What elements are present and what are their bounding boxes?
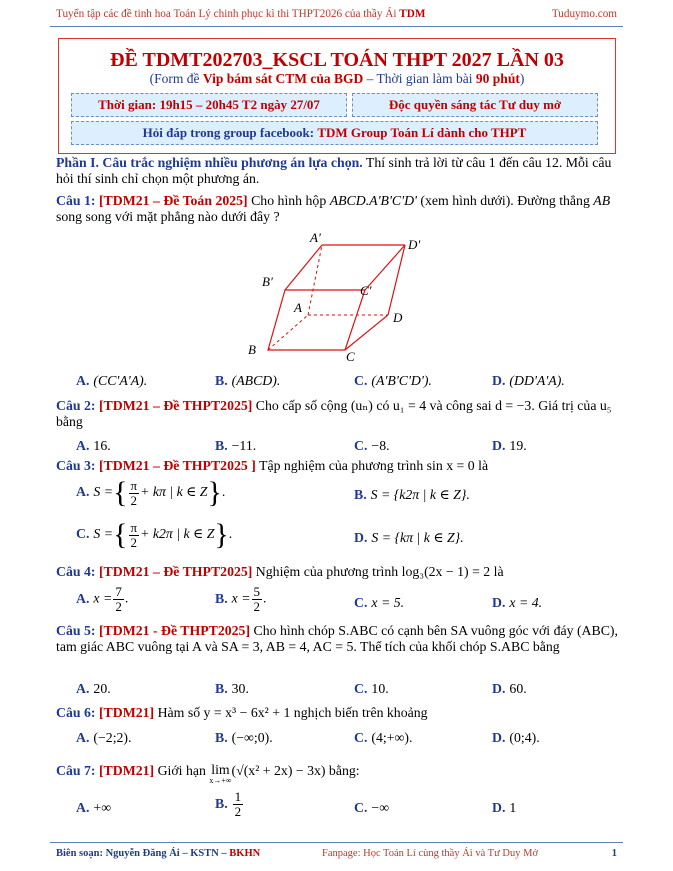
option-text: (DD'A'A).: [509, 373, 565, 388]
page-footer: [50, 848, 623, 862]
title-box: [58, 38, 616, 154]
option-text: −11.: [231, 438, 257, 453]
fraction: [129, 521, 140, 550]
question-3: [56, 458, 618, 474]
option-text: 16.: [93, 438, 111, 453]
question-6: [56, 705, 618, 721]
q7-option-c[interactable]: [354, 800, 389, 816]
q6-option-a[interactable]: [76, 730, 131, 746]
q1-option-b[interactable]: [215, 373, 280, 389]
option-label: A.: [76, 681, 90, 696]
question-5: [56, 623, 618, 655]
option-text: (CC'A'A).: [93, 373, 148, 388]
q1-source: [TDM21 – Đề Toán 2025]: [98, 193, 248, 208]
q1-option-c[interactable]: [354, 373, 432, 389]
q2-option-b[interactable]: [215, 438, 256, 454]
option-label: C.: [354, 373, 368, 388]
option-text: 30.: [231, 681, 249, 696]
header-brand: TDM: [399, 8, 426, 20]
q4-label: Câu 4:: [56, 564, 96, 579]
option-pre: x =: [93, 590, 113, 606]
frac-den: 2: [234, 804, 242, 819]
option-label: D.: [492, 800, 506, 815]
left-brace: {: [113, 476, 128, 509]
q3-label: Câu 3:: [56, 458, 96, 473]
exam-subtitle: [59, 71, 615, 87]
option-post: + k2π | k ∈ Z: [140, 526, 215, 542]
q6-text: Hàm số y = x³ − 6x² + 1 nghịch biến trên khoảng: [154, 705, 428, 720]
option-label: D.: [492, 438, 506, 453]
cube-figure: [240, 230, 430, 365]
option-text: (A'B'C'D').: [371, 373, 432, 388]
option-label: A.: [76, 373, 90, 388]
q6-label: Câu 6:: [56, 705, 96, 720]
qa-group[interactable]: TDM Group Toán Lí dành cho THPT: [317, 125, 527, 140]
frac-num: 5: [253, 584, 261, 599]
footer-fanpage[interactable]: Fanpage: Học Toán Lí cùng thầy Ái và Tư Duy Mở: [322, 848, 538, 859]
option-text: 10.: [371, 681, 389, 696]
vertex-a1: A': [310, 230, 321, 245]
q4-option-c[interactable]: [354, 595, 404, 611]
header-divider: [50, 26, 623, 27]
qa-box: [71, 121, 598, 145]
q3-option-a[interactable]: A. S ={ $\frac{\pi}{2}$ + kπ | k ∈ Z}.: [76, 476, 226, 509]
option-label: C.: [354, 730, 368, 745]
option-label: B.: [215, 730, 228, 745]
right-brace: }: [207, 476, 222, 509]
option-text: 60.: [509, 681, 527, 696]
option-label: B.: [215, 373, 228, 388]
option-label: D.: [354, 530, 368, 545]
right-brace: }: [214, 518, 229, 551]
option-text: 1: [509, 800, 517, 815]
option-text: −8.: [371, 438, 390, 453]
q6-option-b[interactable]: [215, 730, 273, 746]
option-label: D.: [492, 373, 506, 388]
subtitle-duration: 90 phút: [475, 71, 520, 86]
subtitle-suffix: ): [519, 71, 525, 86]
q2-source: [TDM21 – Đề THPT2025]: [98, 398, 253, 413]
q7-text-post: bằng:: [325, 763, 360, 778]
option-text: x = 4.: [509, 595, 543, 610]
question-4: [56, 564, 618, 580]
front-face: [268, 290, 365, 350]
frac-den: 2: [130, 534, 138, 550]
option-label: A.: [76, 730, 90, 745]
part1-heading: Phần I. Câu trắc nghiệm nhiều phương án lựa chọn.: [56, 155, 363, 170]
option-text: (ABCD).: [231, 373, 281, 388]
edge-d1d: [388, 245, 405, 315]
q7-option-b[interactable]: [215, 790, 244, 819]
frac-den: 2: [253, 599, 261, 614]
option-text: 19.: [509, 438, 527, 453]
q5-label: Câu 5:: [56, 623, 96, 638]
q7-expr: (√(x² + 2x) − 3x): [231, 763, 326, 778]
q1-text1: Cho hình hộp: [247, 193, 330, 208]
option-pre: x =: [231, 590, 251, 606]
subtitle-prefix: (Form đề: [149, 71, 200, 86]
option-label: C.: [354, 595, 368, 610]
edge-ab: [268, 315, 308, 350]
q7-source: [TDM21]: [98, 763, 155, 778]
q2-option-c[interactable]: [354, 438, 390, 454]
q1-math2: AB: [593, 193, 611, 208]
option-label: D.: [492, 681, 506, 696]
option-label: A.: [76, 484, 90, 500]
fraction: [233, 790, 244, 819]
option-label: B.: [215, 681, 228, 696]
option-pre: S =: [93, 526, 114, 542]
q7-option-d[interactable]: [492, 800, 516, 816]
option-text: (−2;2).: [93, 730, 132, 745]
q5-option-d[interactable]: [492, 681, 527, 697]
q2-text: Cho cấp số cộng (uₙ) có u₁ = 4 và công sai d = −3. Giá trị của u₅ bằng: [56, 398, 612, 429]
q1-text2: (xem hình dưới). Đường thẳng: [416, 193, 594, 208]
vertex-a: A: [294, 300, 302, 315]
vertex-d1: D': [408, 237, 421, 252]
q4-option-a[interactable]: A. x = $\frac{7}{2}$ .: [76, 584, 129, 614]
frac-num: 1: [234, 789, 242, 804]
q7-text-pre: Giới hạn: [154, 763, 210, 778]
lim-operator: [209, 763, 231, 785]
page-header: [50, 8, 623, 26]
time-box: Thời gian: 19h15 – 20h45 T2 ngày 27/07: [71, 93, 347, 117]
author-text: Biên soạn: Nguyễn Đăng Ái – KSTN –: [56, 848, 227, 859]
option-post: + kπ | k ∈ Z: [140, 484, 208, 500]
option-label: D.: [492, 730, 506, 745]
frac-num: π: [130, 519, 138, 535]
edge-aa1: [308, 245, 322, 315]
part1-intro: [56, 155, 618, 187]
edge-b1a1: [285, 245, 322, 290]
option-pre: S =: [93, 484, 114, 500]
q1-text3: song song với mặt phẳng nào dưới đây ?: [56, 209, 280, 224]
q4-option-b[interactable]: B. x = $\frac{5}{2}$ .: [215, 584, 267, 614]
q4-option-d[interactable]: [492, 595, 542, 611]
left-brace: {: [113, 518, 128, 551]
footer-divider: [50, 842, 623, 843]
header-text: Tuyển tập các đề tinh hoa Toán Lý chinh phục kì thi THPT2026 của thầy Ái: [56, 8, 397, 20]
frac-den: 2: [115, 599, 122, 614]
page-number: 1: [611, 848, 617, 859]
option-label: B.: [215, 438, 228, 453]
part1-text: Thí sinh trả lời từ câu 1 đến câu 12. Mỗi câu hỏi thí sinh chỉ chọn một phương án.: [56, 155, 612, 186]
option-label: C.: [76, 526, 90, 542]
option-label: B.: [215, 795, 228, 811]
option-label: B.: [354, 487, 367, 502]
q6-source: [TDM21]: [98, 705, 155, 720]
q6-option-c[interactable]: [354, 730, 412, 746]
fraction: [113, 585, 124, 614]
q3-option-c[interactable]: C. S ={ $\frac{\pi}{2}$ + k2π | k ∈ Z}.: [76, 518, 233, 551]
option-text: S = {kπ | k ∈ Z}.: [371, 530, 464, 545]
vertex-d: D: [393, 310, 403, 325]
frac-num: 7: [115, 584, 122, 599]
option-label: C.: [354, 800, 368, 815]
q2-option-d[interactable]: [492, 438, 527, 454]
option-text: +∞: [93, 800, 112, 815]
footer-author: [56, 848, 260, 859]
q5-option-b[interactable]: [215, 681, 249, 697]
option-label: A.: [76, 800, 90, 815]
q5-source: [TDM21 - Đề THPT2025]: [98, 623, 251, 638]
option-text: (−∞;0).: [231, 730, 273, 745]
lim-sub: x→+∞: [209, 776, 232, 785]
subtitle-mid: – Thời gian làm bài: [366, 71, 473, 86]
question-7: [56, 763, 618, 785]
option-label: D.: [492, 595, 506, 610]
author-school: BKHN: [229, 848, 261, 859]
fraction: [129, 479, 140, 508]
option-text: S = {k2π | k ∈ Z}.: [370, 487, 470, 502]
q5-text: Cho hình chóp S.ABC có cạnh bên SA vuông góc với đáy (ABC), tam giác ABC vuông tại A và SA = 3, AB = 4, AC = 5. Thể tích của khối chóp S.ABC bằng: [56, 623, 618, 654]
q3-source: [TDM21 – Đề THPT2025 ]: [98, 458, 256, 473]
exclusive-box: Độc quyền sáng tác Tư duy mở: [352, 93, 598, 117]
q5-option-a[interactable]: [76, 681, 111, 697]
option-label: A.: [76, 590, 90, 606]
frac-den: 2: [130, 492, 138, 508]
option-label: C.: [354, 681, 368, 696]
q1-option-a[interactable]: [76, 373, 147, 389]
lim-word: lim: [211, 762, 230, 777]
q7-label: Câu 7:: [56, 763, 96, 778]
q3-option-b[interactable]: [354, 487, 470, 503]
q1-label: Câu 1:: [56, 193, 96, 208]
vertex-b: B: [248, 342, 256, 357]
vertex-c: C: [346, 349, 355, 364]
option-text: (4;+∞).: [371, 730, 413, 745]
option-label: A.: [76, 438, 90, 453]
option-text: x = 5.: [371, 595, 405, 610]
q7-option-a[interactable]: [76, 800, 111, 816]
q6-option-d[interactable]: [492, 730, 540, 746]
subtitle-form: Vip bám sát CTM của BGD: [202, 71, 364, 86]
option-text: 20.: [93, 681, 111, 696]
q2-option-a[interactable]: [76, 438, 111, 454]
qa-prefix: Hỏi đáp trong group facebook:: [142, 125, 315, 140]
q3-text: Tập nghiệm của phương trình sin x = 0 là: [255, 458, 489, 473]
q1-option-d[interactable]: [492, 373, 565, 389]
option-label: C.: [354, 438, 368, 453]
q1-math1: ABCD.A'B'C'D': [329, 193, 417, 208]
option-text: (0;4).: [509, 730, 540, 745]
vertex-c1: C': [360, 283, 372, 298]
header-site[interactable]: Tuduymo.com: [551, 8, 617, 20]
option-label: B.: [215, 590, 228, 606]
q4-source: [TDM21 – Đề THPT2025]: [98, 564, 253, 579]
question-1: [56, 193, 618, 225]
q4-text: Nghiệm của phương trình log₃(2x − 1) = 2 là: [252, 564, 504, 579]
q5-option-c[interactable]: [354, 681, 389, 697]
fraction: [252, 585, 263, 614]
q3-option-d[interactable]: [354, 530, 464, 546]
option-text: −∞: [371, 800, 390, 815]
frac-num: π: [130, 477, 138, 493]
header-left: [56, 8, 425, 20]
exam-title: ĐỀ TDMT202703_KSCL TOÁN THPT 2027 LẦN 03: [110, 49, 564, 71]
question-2: [56, 398, 618, 430]
vertex-b1: B': [262, 274, 273, 289]
q2-label: Câu 2:: [56, 398, 96, 413]
